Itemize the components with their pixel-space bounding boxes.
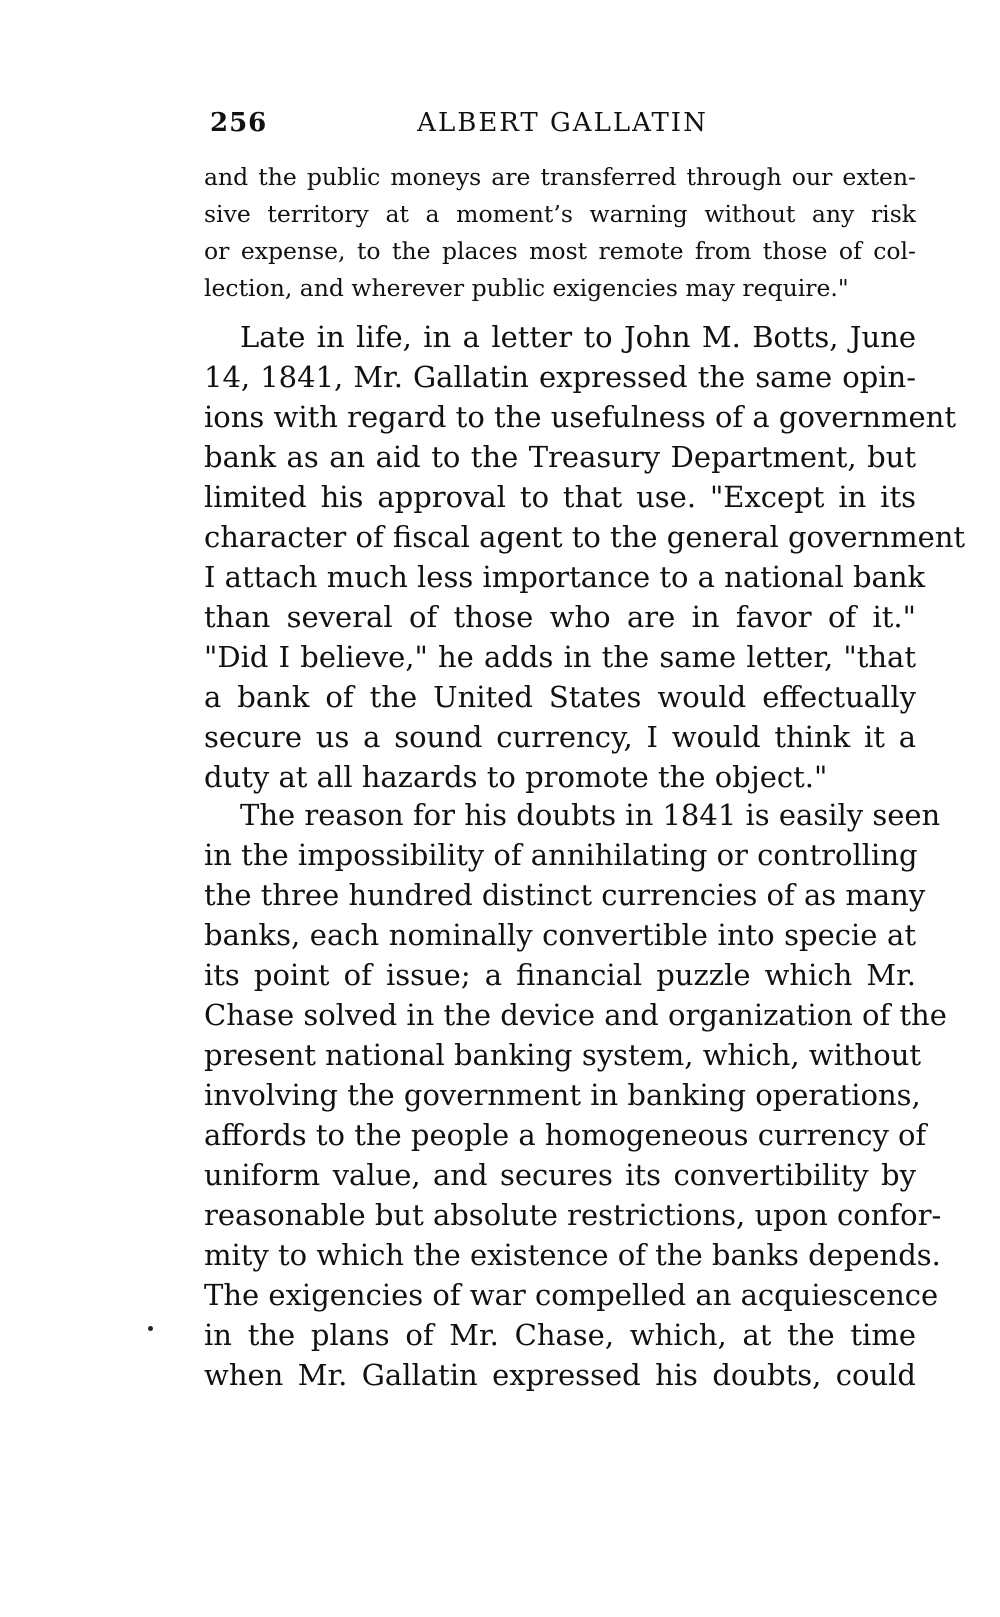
paragraph-line: I attach much less importance to a national bank <box>204 560 926 594</box>
page-header <box>210 108 915 144</box>
paragraph-line: Chase solved in the device and organization of the <box>204 998 947 1032</box>
quote-line: lection, and wherever public exigencies may require." <box>204 274 849 302</box>
paragraph-line: present national banking system, which, without <box>204 1038 922 1072</box>
paragraph-line: limited his approval to that use. "Except in its <box>204 480 916 514</box>
paragraph-line: uniform value, and secures its convertibility by <box>204 1158 916 1192</box>
paragraph-line: mity to which the existence of the banks depends. <box>204 1238 941 1272</box>
margin-dot <box>148 1326 153 1331</box>
paragraph-line: affords to the people a homogeneous currency of <box>204 1118 927 1152</box>
paragraph-line: involving the government in banking operations, <box>204 1078 921 1112</box>
paragraph-line: character of fiscal agent to the general government <box>204 520 966 554</box>
page-number: 256 <box>210 108 268 138</box>
paragraph-line: The reason for his doubts in 1841 is easily seen <box>240 798 941 832</box>
quote-line: sive territory at a moment’s warning without any risk <box>204 200 916 228</box>
paragraph-line: when Mr. Gallatin expressed his doubts, could <box>204 1358 916 1392</box>
paragraph-line: than several of those who are in favor of it." <box>204 600 916 634</box>
paragraph-line: 14, 1841, Mr. Gallatin expressed the same opin- <box>204 360 916 394</box>
paragraph-line: a bank of the United States would effectually <box>204 680 916 714</box>
paragraph-line: ions with regard to the usefulness of a government <box>204 400 956 434</box>
paragraph-line: duty at all hazards to promote the object." <box>204 760 828 794</box>
paragraph-line: secure us a sound currency, I would think it a <box>204 720 916 754</box>
running-head: ALBERT GALLATIN <box>417 108 708 138</box>
paragraph-line: the three hundred distinct currencies of as many <box>204 878 926 912</box>
paragraph-line: its point of issue; a financial puzzle which Mr. <box>204 958 916 992</box>
paragraph-line: reasonable but absolute restrictions, upon confor- <box>204 1198 942 1232</box>
paragraph-line: in the plans of Mr. Chase, which, at the time <box>204 1318 916 1352</box>
quote-line: and the public moneys are transferred through our exten- <box>204 163 916 191</box>
paragraph-line: Late in life, in a letter to John M. Botts, June <box>240 320 916 354</box>
paragraph-line: "Did I believe," he adds in the same letter, "that <box>204 640 916 674</box>
paragraph-line: banks, each nominally convertible into specie at <box>204 918 916 952</box>
quote-line: or expense, to the places most remote from those of col- <box>204 237 916 265</box>
paragraph-line: in the impossibility of annihilating or controlling <box>204 838 918 872</box>
paragraph-line: bank as an aid to the Treasury Department, but <box>204 440 916 474</box>
paragraph-line: The exigencies of war compelled an acquiescence <box>204 1278 939 1312</box>
